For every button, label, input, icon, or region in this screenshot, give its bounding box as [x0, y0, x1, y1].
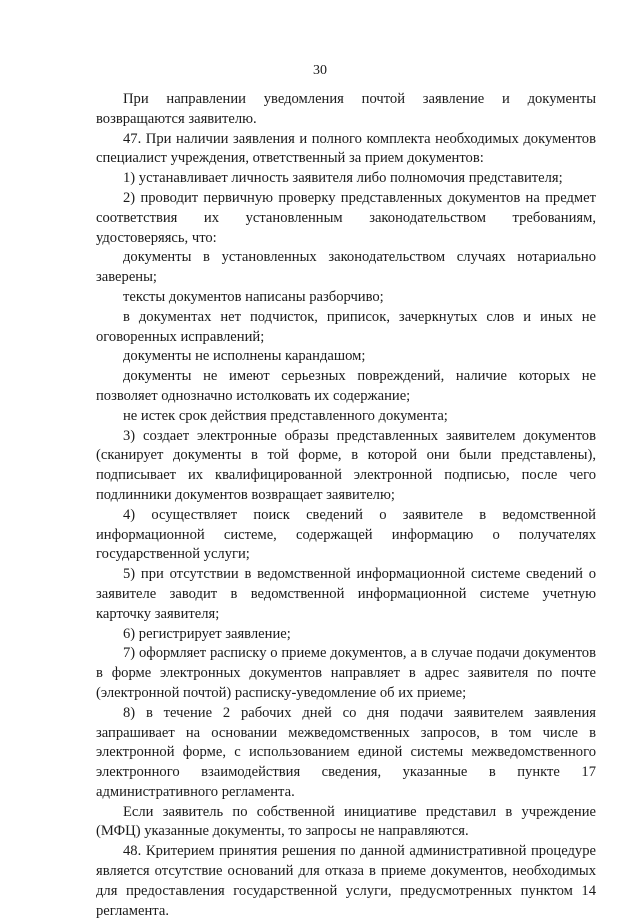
list-item-7: 7) оформляет расписку о приеме документов, а в случае подачи документов в форме электронных документов направляет в адрес заявителя по почте (электронной почтой) расписку-уведомление об их приеме;: [96, 645, 596, 701]
paragraph-return-notice: При направлении уведомления почтой заявление и документы возвращаются заявителю.: [96, 91, 596, 127]
list-item-2: 2) проводит первичную проверку представленных документов на предмет соответствия их установленным законодательством требованиям, удостоверяясь, что:: [96, 189, 596, 246]
check-notarized: документы в установленных законодательством случаях нотариально заверены;: [96, 249, 596, 286]
check-no-corrections: в документах нет подчисток, приписок, зачеркнутых слов и иных не оговоренных исправлений;: [96, 308, 596, 345]
check-not-pencil: документы не исполнены карандашом;: [123, 348, 366, 365]
check-not-expired: не истек срок действия представленного документа;: [123, 407, 448, 424]
list-item-4: 4) осуществляет поиск сведений о заявителе в ведомственной информационной системе, содержащей информацию о получателях государственной услуги;: [96, 506, 596, 563]
page-number: 30: [313, 63, 327, 78]
list-item-8: 8) в течение 2 рабочих дней со дня подачи заявителем заявления запрашивает на основании межведомственных запросов, в том числе в электронной форме, с использованием единой системы межведомственного электронного взаимодействия сведения, указанные в пункте 17 административного регламента.: [96, 704, 596, 800]
paragraph-48: 48. Критерием принятия решения по данной административной процедуре является отсутствие оснований для отказа в приеме документов, необходимых для предоставления государственной услуги, предусмотренных пунктом 14 регламента.: [96, 843, 596, 919]
paragraph-47: 47. При наличии заявления и полного комплекта необходимых документов специалист учреждения, ответственный за прием документов:: [96, 130, 596, 167]
list-item-6: 6) регистрирует заявление;: [123, 625, 291, 642]
check-no-damage: документы не имеют серьезных повреждений, наличие которых не позволяет однозначно истолковать их содержание;: [96, 368, 596, 404]
list-item-1: 1) устанавливает личность заявителя либо полномочия представителя;: [123, 170, 563, 187]
document-body: [96, 90, 596, 921]
check-legible: тексты документов написаны разборчиво;: [123, 288, 384, 305]
list-item-3: 3) создает электронные образы представленных заявителем документов (сканирует документы в той форме, в которой они были представлены), подписывает их квалифицированной электронной подписью, после чего подлинники документов возвращает заявителю;: [96, 427, 596, 503]
list-item-5: 5) при отсутствии в ведомственной информационной системе сведений о заявителе заводит в ведомственной информационной системе учетную карточку заявителя;: [96, 566, 596, 622]
paragraph-own-initiative: Если заявитель по собственной инициативе представил в учреждение (МФЦ) указанные документы, то запросы не направляются.: [96, 803, 596, 840]
